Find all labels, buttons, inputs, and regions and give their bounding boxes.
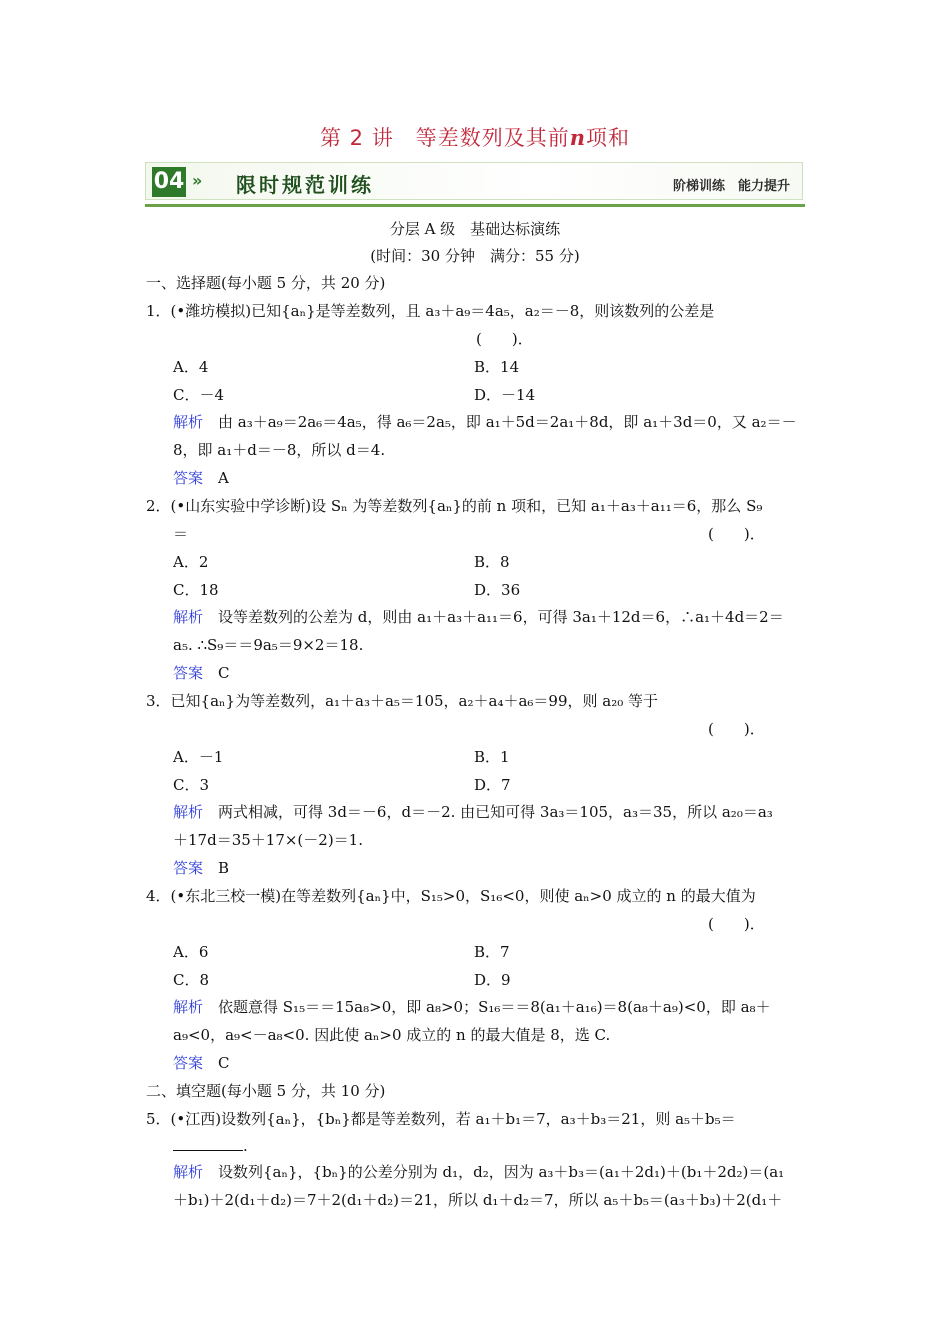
question-2-option-c: C．18 <box>173 581 219 599</box>
question-1-paren: ( )． <box>476 330 533 348</box>
question-1-option-c: C．－4 <box>173 386 225 404</box>
question-5-analysis-cont: ＋b₁)＋2(d₁＋d₂)＝7＋2(d₁＋d₂)＝21，所以 d₁＋d₂＝7，所以 a₅＋b₅＝(a₃＋b₃)＋2(d₁＋ <box>173 1191 783 1209</box>
question-3-option-c: C．3 <box>173 776 210 794</box>
question-2-analysis: 解析 设等差数列的公差为 d，则由 a₁＋a₃＋a₁₁＝6，可得 3a₁＋12d＝6，∴a₁＋4d＝2＝ <box>173 608 784 626</box>
question-2-stem-cont: ＝ <box>173 525 189 543</box>
question-3-option-a: A．－1 <box>173 748 224 766</box>
question-4-answer: 答案 C <box>173 1054 230 1072</box>
section-heading-fill: 二、填空题(每小题 5 分，共 10 分) <box>146 1082 386 1100</box>
question-4-option-d: D．9 <box>474 971 511 989</box>
question-3-answer: 答案 B <box>173 859 230 877</box>
question-4-option-b: B．7 <box>474 943 510 961</box>
banner-number: 04 <box>152 167 186 197</box>
question-4-option-a: A．6 <box>173 943 209 961</box>
question-3-paren: ( )． <box>708 720 765 738</box>
page-title: 第 2 讲 等差数列及其前n项和 <box>320 125 630 150</box>
question-4-option-c: C．8 <box>173 971 210 989</box>
question-4-stem: 4．(•东北三校一模)在等差数列{aₙ}中，S₁₅>0，S₁₆<0，则使 aₙ>0 成立的 n 的最大值为 <box>146 887 756 905</box>
question-3-option-d: D．7 <box>474 776 511 794</box>
time-info: (时间：30 分钟 满分：55 分) <box>370 247 580 265</box>
question-2-stem: 2．(•山东实验中学诊断)设 Sₙ 为等差数列{aₙ}的前 n 项和，已知 a₁＋a₃＋a₁₁＝6，那么 S₉ <box>146 497 763 515</box>
banner-title: 限时规范训练 <box>236 173 374 197</box>
double-chevron-icon: » <box>192 171 203 190</box>
banner-subtitle: 阶梯训练 能力提升 <box>672 179 790 194</box>
level-heading: 分层 A 级 基础达标演练 <box>389 220 561 238</box>
question-2-option-a: A．2 <box>173 553 209 571</box>
question-5-stem: 5．(•江西)设数列{aₙ}，{bₙ}都是等差数列，若 a₁＋b₁＝7，a₃＋b₃＝21，则 a₅＋b₅＝ <box>146 1110 736 1128</box>
question-4-analysis: 解析 依题意得 S₁₅＝＝15a₈>0，即 a₈>0；S₁₆＝＝8(a₁＋a₁₆)＝8(a₈＋a₉)<0，即 a₈＋ <box>173 998 771 1016</box>
question-2-paren: ( )． <box>708 525 765 543</box>
section-heading-choice: 一、选择题(每小题 5 分，共 20 分) <box>146 274 386 292</box>
question-4-analysis-cont: a₉<0，a₉<－a₈<0. 因此使 aₙ>0 成立的 n 的最大值是 8，选 C. <box>173 1026 611 1044</box>
question-2-answer: 答案 C <box>173 664 230 682</box>
question-3-analysis: 解析 两式相减，可得 3d＝－6，d＝－2. 由已知可得 3a₃＝105，a₃＝35，所以 a₂₀＝a₃ <box>173 803 773 821</box>
question-1-option-b: B．14 <box>474 358 520 376</box>
question-5-analysis: 解析 设数列{aₙ}，{bₙ}的公差分别为 d₁，d₂，因为 a₃＋b₃＝(a₁＋2d₁)＋(b₁＋2d₂)＝(a₁ <box>173 1163 785 1181</box>
question-2-option-b: B．8 <box>474 553 510 571</box>
question-2-option-d: D．36 <box>474 581 521 599</box>
answer-blank <box>173 1136 243 1151</box>
question-1-option-d: D．－14 <box>474 386 536 404</box>
question-1-stem: 1．(•潍坊模拟)已知{aₙ}是等差数列，且 a₃＋a₉＝4a₅，a₂＝－8，则该数列的公差是 <box>146 302 715 320</box>
question-3-stem: 3．已知{aₙ}为等差数列，a₁＋a₃＋a₅＝105，a₂＋a₄＋a₆＝99，则 a₂₀ 等于 <box>146 692 659 710</box>
question-5-stem-cont: . <box>173 1136 248 1155</box>
section-banner <box>145 160 805 207</box>
question-2-analysis-cont: a₅. ∴S₉＝＝9a₅＝9×2＝18. <box>173 636 364 654</box>
question-1-analysis-cont: 8，即 a₁＋d＝－8，所以 d＝4. <box>173 441 386 459</box>
question-3-analysis-cont: ＋17d＝35＋17×(－2)＝1. <box>173 831 363 849</box>
question-1-option-a: A．4 <box>173 358 209 376</box>
question-1-answer: 答案 A <box>173 469 229 487</box>
question-3-option-b: B．1 <box>474 748 510 766</box>
question-1-analysis: 解析 由 a₃＋a₉＝2a₆＝4a₅，得 a₆＝2a₅，即 a₁＋5d＝2a₁＋8d，即 a₁＋3d＝0，又 a₂＝－ <box>173 413 797 431</box>
question-4-paren: ( )． <box>708 915 765 933</box>
